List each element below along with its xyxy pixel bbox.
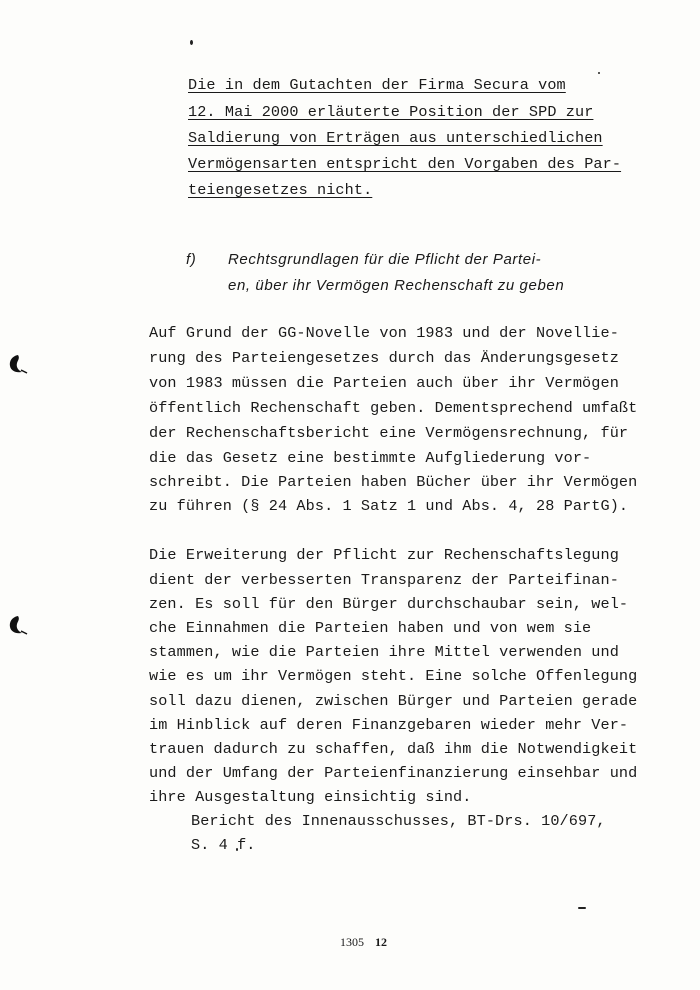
citation-line-2: S. 4 f. [191, 836, 256, 854]
opinion-line-2: 12. Mai 2000 erläuterte Position der SPD zur [188, 103, 594, 121]
scan-speck [578, 907, 586, 909]
section-marker: f) [186, 251, 197, 268]
paragraph-1-line-2: rung des Parteiengesetzes durch das Änderungsgesetz [149, 349, 619, 367]
paragraph-2-line-2: dient der verbesserten Transparenz der Parteifinan- [149, 571, 619, 589]
paragraph-2-line-11: ihre Ausgestaltung einsichtig sind. [149, 788, 472, 806]
paragraph-2-line-5: stammen, wie die Parteien ihre Mittel verwenden und [149, 643, 619, 661]
paragraph-1-line-5: der Rechenschaftsbericht eine Vermögensrechnung, für [149, 424, 629, 442]
paragraph-2-line-3: zen. Es soll für den Bürger durchschaubar sein, wel- [149, 595, 629, 613]
page-number: 12 [375, 935, 387, 949]
paragraph-2-line-10: und der Umfang der Parteienfinanzierung einsehbar und [149, 764, 638, 782]
paragraph-1-line-1: Auf Grund der GG-Novelle von 1983 und der Novellie- [149, 324, 619, 342]
paragraph-2-line-9: trauen dadurch zu schaffen, daß ihm die Notwendigkeit [149, 740, 638, 758]
opinion-line-3: Saldierung von Erträgen aus unterschiedlichen [188, 129, 603, 147]
paragraph-2-line-4: che Einnahmen die Parteien haben und von wem sie [149, 619, 592, 637]
section-heading-line-1: Rechtsgrundlagen für die Pflicht der Partei- [228, 251, 542, 268]
paragraph-1-line-4: öffentlich Rechenschaft geben. Dementsprechend umfaßt [149, 399, 638, 417]
punch-hole-mark [6, 353, 28, 375]
paragraph-1-line-6: die das Gesetz eine bestimmte Aufgliederung vor- [149, 449, 592, 467]
opinion-line-4: Vermögensarten entspricht den Vorgaben des Par- [188, 155, 622, 173]
section-heading-line-2: en, über ihr Vermögen Rechenschaft zu geben [228, 277, 565, 294]
paragraph-2-line-8: im Hinblick auf deren Finanzgebaren wieder mehr Ver- [149, 716, 629, 734]
paragraph-1-line-8: zu führen (§ 24 Abs. 1 Satz 1 und Abs. 4, 28 PartG). [149, 497, 629, 515]
paragraph-1-line-3: von 1983 müssen die Parteien auch über ihr Vermögen [149, 374, 619, 392]
paragraph-2-line-6: wie es um ihr Vermögen steht. Eine solche Offenlegung [149, 667, 638, 685]
paragraph-2-line-1: Die Erweiterung der Pflicht zur Rechenschaftslegung [149, 546, 619, 564]
archive-stamp-number: 1305 [340, 935, 364, 949]
paragraph-1-line-7: schreibt. Die Parteien haben Bücher über ihr Vermögen [149, 473, 638, 491]
scan-speck [190, 40, 193, 45]
punch-hole-mark [6, 614, 28, 636]
opinion-line-1: Die in dem Gutachten der Firma Secura vom [188, 76, 566, 94]
citation-line-1: Bericht des Innenausschusses, BT-Drs. 10/697, [191, 812, 606, 830]
opinion-line-5: teiengesetzes nicht. [188, 181, 373, 199]
paragraph-2-line-7: soll dazu dienen, zwischen Bürger und Parteien gerade [149, 692, 638, 710]
scan-speck [598, 72, 600, 74]
